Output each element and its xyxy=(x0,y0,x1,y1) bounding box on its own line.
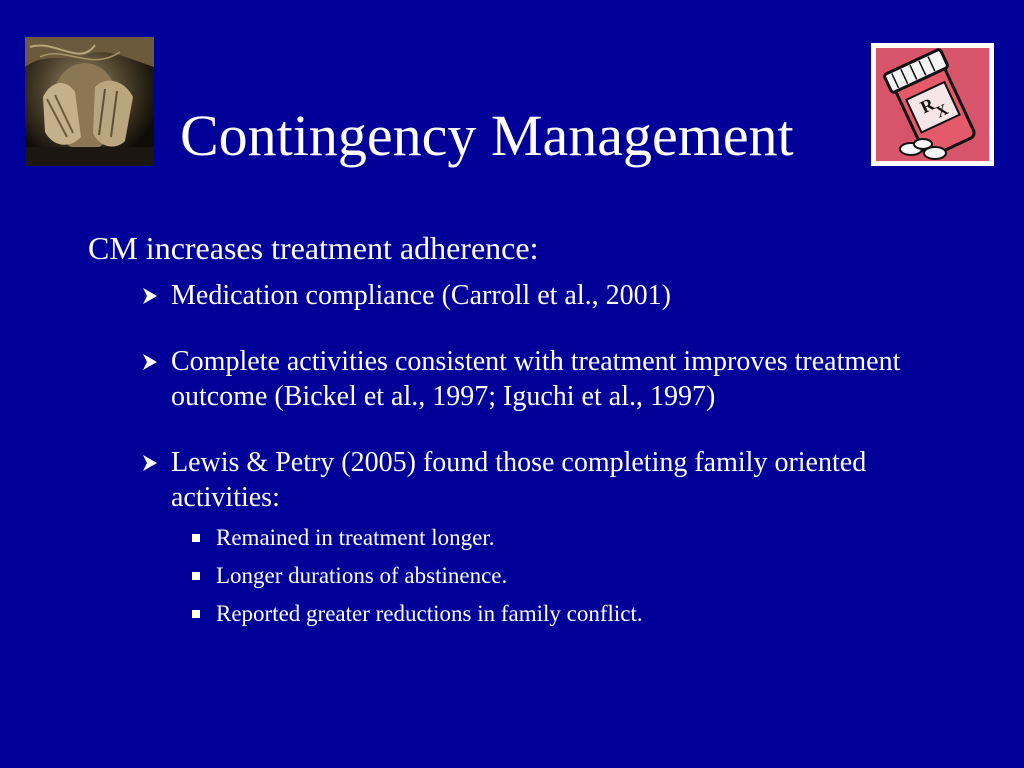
sub-bullet-item xyxy=(88,557,968,595)
arrow-bullet-icon xyxy=(141,445,165,480)
bullet-text: Complete activities consistent with treatment improves treatment outcome (Bickel et al., 1997; Iguchi et al., 1997) xyxy=(171,346,901,412)
sub-bullet-list xyxy=(88,519,968,633)
slide-body xyxy=(88,228,968,633)
slide-title: Contingency Management xyxy=(180,103,794,168)
sub-bullet-text: Remained in treatment longer. xyxy=(216,525,495,550)
bullet-item xyxy=(88,445,968,515)
square-bullet-icon xyxy=(192,610,200,618)
sub-bullet-item xyxy=(88,595,968,633)
sub-bullet-text: Reported greater reductions in family conflict. xyxy=(216,601,643,626)
main-point: CM increases treatment adherence: xyxy=(88,230,539,266)
square-bullet-icon xyxy=(192,534,200,542)
sub-bullet-item xyxy=(88,519,968,557)
bullet-text: Medication compliance (Carroll et al., 2001) xyxy=(171,280,671,311)
arrow-bullet-icon xyxy=(141,278,165,313)
bullet-item xyxy=(88,278,968,313)
distressed-person-photo xyxy=(25,37,154,166)
arrow-bullet-icon xyxy=(141,344,165,379)
sub-bullet-text: Longer durations of abstinence. xyxy=(216,563,508,588)
rx-letter-x: X xyxy=(933,101,952,122)
bullet-item xyxy=(88,344,968,414)
rx-letter-r: R xyxy=(917,93,938,118)
bullet-text: Lewis & Petry (2005) found those completing family oriented activities: xyxy=(171,447,867,513)
prescription-pill-bottle-icon xyxy=(871,43,994,166)
square-bullet-icon xyxy=(192,572,200,580)
